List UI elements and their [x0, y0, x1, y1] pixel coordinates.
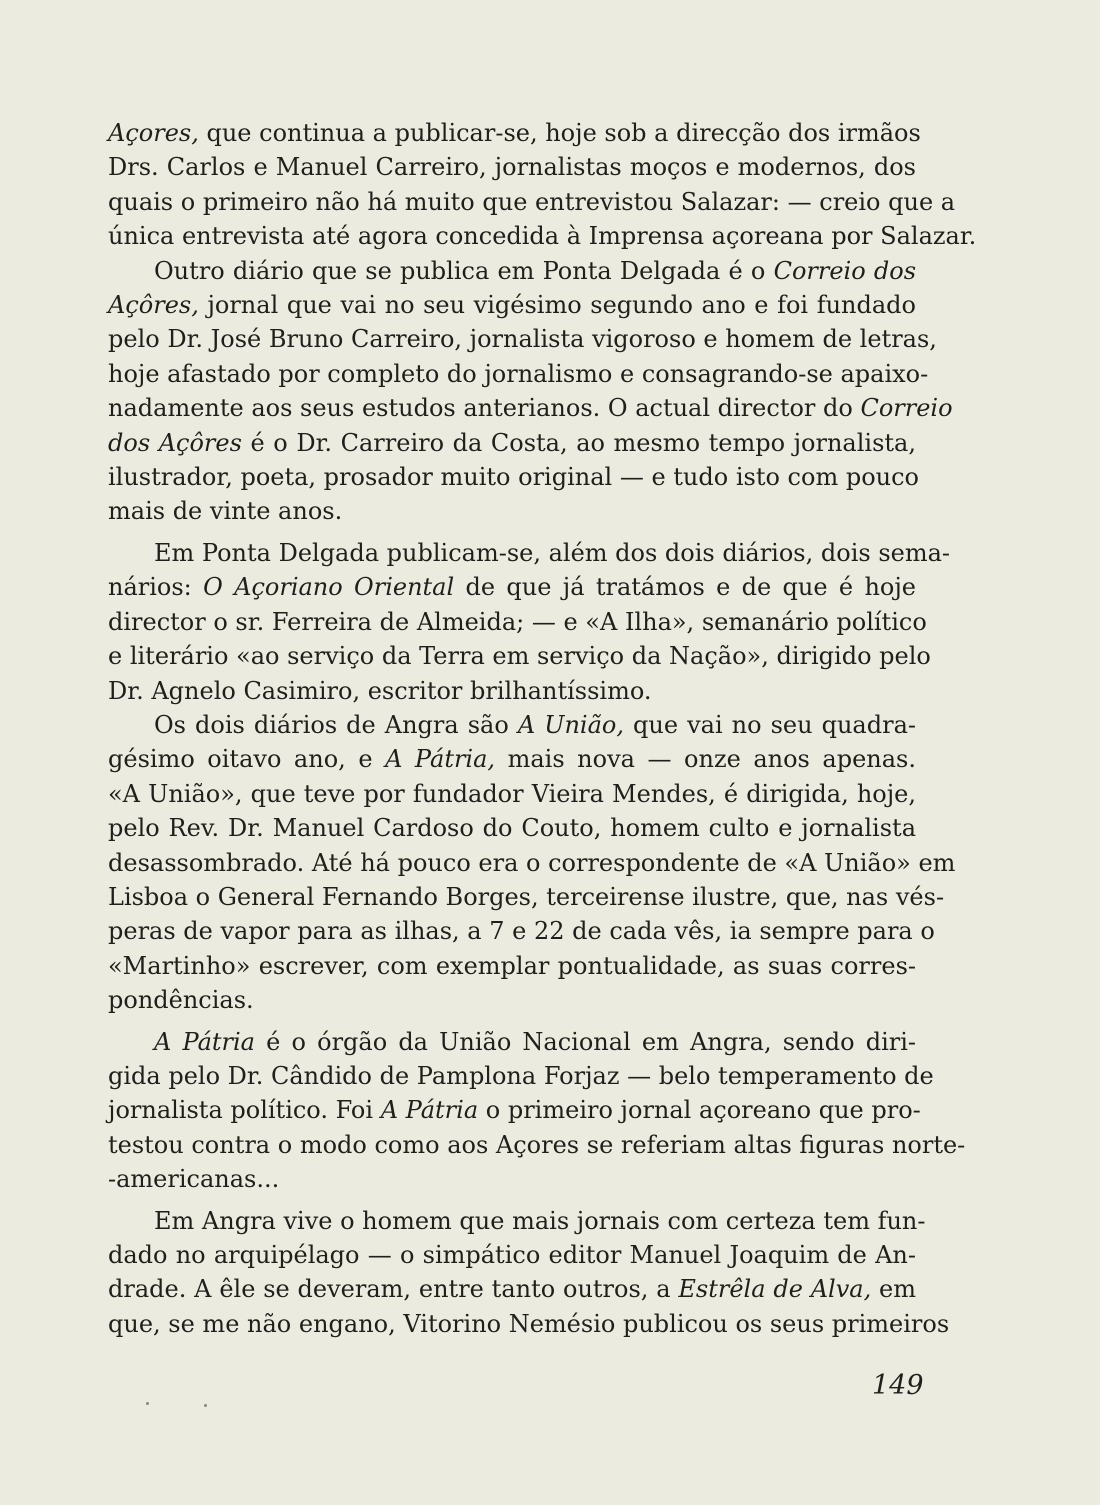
italic-title: A União, [517, 710, 624, 739]
text-line: pondências. [108, 986, 254, 1015]
text-line [108, 1025, 916, 1059]
text-line: «Martinho» escrever, com exemplar pontualidade, as suas corres- [108, 951, 916, 980]
text-line [108, 1272, 916, 1306]
paragraph-gap [108, 1018, 916, 1025]
italic-title: Correio dos [773, 256, 917, 285]
line-text: mais nova — onze anos apenas. [495, 745, 916, 774]
line-text: de que já tratámos e de que é hoje [454, 573, 916, 602]
text-line [108, 254, 916, 288]
text-line: peras de vapor para as ilhas, a 7 e 22 de cada vês, ia sempre para o [108, 917, 935, 946]
text-line: gida pelo Dr. Cândido de Pamplona Forjaz — belo temperamento de [108, 1061, 934, 1090]
line-text: Outro diário que se publica em Ponta Delgada é o [154, 256, 774, 285]
paper-speck [204, 1404, 207, 1407]
text-line: que, se me não engano, Vitorino Nemésio publicou os seus primeiros [108, 1309, 950, 1338]
text-line [108, 116, 921, 150]
text-line: quais o primeiro não há muito que entrevistou Salazar: — creio que a [108, 187, 956, 216]
text-line: pelo Dr. José Bruno Carreiro, jornalista vigoroso e homem de letras, [108, 325, 937, 354]
line-text: gésimo oitavo ano, e [108, 745, 386, 774]
text-line: ilustrador, poeta, prosador muito original — e tudo isto com pouco [108, 463, 919, 492]
italic-title: Estrêla de Alva, [678, 1275, 872, 1304]
text-line [108, 742, 916, 776]
text-line: única entrevista até agora concedida à Imprensa açoreana por Salazar. [108, 222, 977, 251]
line-text: jornal que vai no seu vigésimo segundo ano e foi fundado [198, 291, 916, 320]
text-line [108, 708, 916, 742]
line-text: o primeiro jornal açoreano que pro- [478, 1096, 921, 1125]
italic-title: O Açoriano Oriental [203, 573, 455, 602]
line-text: Os dois diários de Angra são [154, 710, 518, 739]
text-line: e literário «ao serviço da Terra em serviço da Nação», dirigido pelo [108, 642, 931, 671]
text-line: Em Angra vive o homem que mais jornais com certeza tem fun- [154, 1206, 926, 1235]
paragraph-gap [108, 529, 916, 536]
text-line: Dr. Agnelo Casimiro, escritor brilhantíssimo. [108, 676, 652, 705]
text-line [108, 1093, 921, 1127]
italic-title: A Pátria, [385, 745, 496, 774]
line-text: jornalista político. Foi [108, 1096, 381, 1125]
text-line: Lisboa o General Fernando Borges, terceirense ilustre, que, nas vés- [108, 882, 945, 911]
text-line: mais de vinte anos. [108, 497, 343, 526]
italic-title: A Pátria [154, 1027, 255, 1056]
line-text: que continua a publicar-se, hoje sob a direcção dos irmãos [198, 119, 921, 147]
line-text: drade. A êle se deveram, entre tanto outros, a [108, 1275, 679, 1304]
text-line: Drs. Carlos e Manuel Carreiro, jornalistas moços e modernos, dos [108, 153, 916, 182]
text-line: «A União», que teve por fundador Vieira Mendes, é dirigida, hoje, [108, 779, 916, 808]
text-line: desassombrado. Até há pouco era o correspondente de «A União» em [108, 848, 956, 877]
italic-title: Açôres, [108, 291, 199, 320]
page-number: 149 [872, 1370, 924, 1401]
text-line: hoje afastado por completo do jornalismo e consagrando-se apaixo- [108, 359, 929, 388]
italic-title: A Pátria [380, 1096, 479, 1125]
body-text [108, 116, 977, 1341]
line-text: é o órgão da União Nacional em Angra, sendo diri- [254, 1027, 916, 1056]
text-line [108, 426, 916, 460]
italic-title: Correio [860, 394, 953, 423]
text-line [108, 570, 916, 604]
line-text: nadamente aos seus estudos anterianos. O actual director do [108, 394, 861, 423]
paper-speck [146, 1402, 149, 1405]
text-line: pelo Rev. Dr. Manuel Cardoso do Couto, homem culto e jornalista [108, 814, 916, 843]
text-line: dado no arquipélago — o simpático editor Manuel Joaquim de An- [108, 1241, 916, 1269]
line-text: que vai no seu quadra- [623, 710, 916, 739]
italic-title: dos Açôres [108, 428, 242, 457]
italic-title: Açores, [108, 119, 199, 147]
text-line: Em Ponta Delgada publicam-se, além dos dois diários, dois sema- [154, 538, 951, 567]
text-line: director o sr. Ferreira de Almeida; — e «A Ilha», semanário político [108, 607, 927, 636]
line-text: nários: [108, 573, 204, 602]
text-line: testou contra o modo como aos Açores se referiam altas figuras norte- [108, 1130, 966, 1159]
text-line: -americanas... [108, 1165, 280, 1194]
line-text: em [871, 1275, 917, 1304]
line-text: é o Dr. Carreiro da Costa, ao mesmo tempo jornalista, [241, 428, 916, 457]
text-line [108, 391, 953, 425]
paragraph-gap [108, 1197, 916, 1204]
text-line [108, 288, 916, 322]
